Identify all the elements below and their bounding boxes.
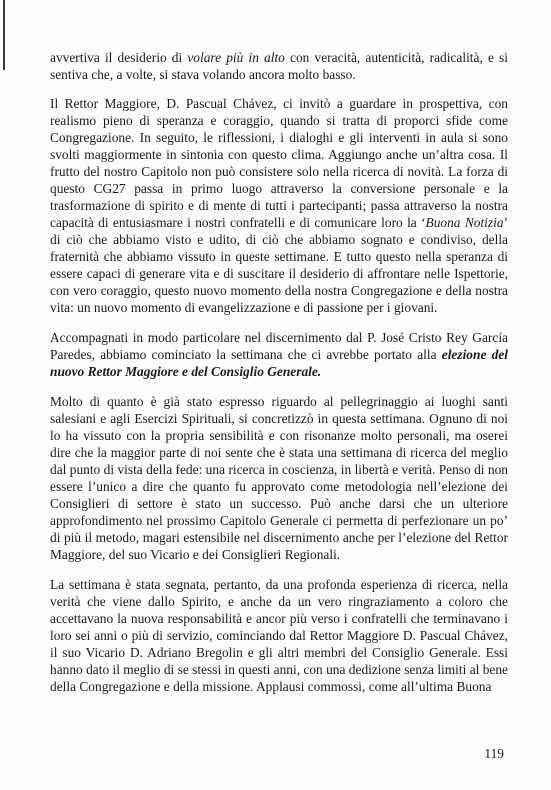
paragraph-1	[50, 49, 508, 83]
scan-edge-line	[3, 0, 5, 70]
paragraph-1-text-a: avvertiva il desiderio di	[50, 50, 188, 65]
paragraph-5: La settimana è stata segnata, pertanto, da una profonda esperienza di ricerca, nella verità che viene dallo Spirito, e anche da un vero ringraziamento a coloro che accettavano la nuova responsabilità e ancor più verso i confratelli che terminavano i loro sei anni o più di servizio, cominciando dal Rettor Maggiore D. Pascual Chávez, il suo Vicario D. Adriano Bregolin e gli altri membri del Consiglio Generale. Essi hanno dato il meglio di se stessi in questi anni, con una dedizione senza limiti al bene della Congregazione e della missione. Applausi commossi, come all’ultima Buona	[50, 577, 508, 694]
paragraph-1-italic: volare più in alto	[187, 50, 285, 65]
page-number: 119	[484, 746, 504, 761]
paragraph-3	[50, 329, 508, 380]
paragraph-2-text-a: Il Rettor Maggiore, D. Pascual Chávez, ci invitò a guardare in prospettiva, con realismo pieno di speranza e coraggio, quando si tratta di proporci sfide come Congregazione. In seguito, le riflessioni, i dialoghi e gli interventi in aula si sono svolti maggiormente in sintonia con questo clima. Aggiungo anche un’altra cosa. Il frutto del nostro Capitolo non può consistere solo nella ricerca di novità. La forza di questo CG27 passa in primo luogo attraverso la conversione personale e la trasformazione di spirito e di mente di tutti i partecipanti; passa attraverso la nostra capacità di entusiasmare i nostri confratelli e di comunicare loro la ‘	[50, 96, 508, 230]
paragraph-4: Molto di quanto è già stato espresso riguardo al pellegrinaggio ai luoghi santi salesiani e agli Esercizi Spirituali, si concretizzò in questa settimana. Ognuno di noi lo ha vissuto con la propria sensibilità e con risonanze molto personali, ma oserei dire che la maggior parte di noi sente che è stata una settimana di ricerca del meglio dal punto di vista della fede: una ricerca in coscienza, in libertà e verità. Penso di non essere l’unico a dire che quanto fu approvato come metodologia nell’elezione dei Consiglieri di settore è stato un successo. Può anche darsi che un ulteriore approfondimento nel prossimo Capitolo Generale ci permetta di perfezionare un po’ di più il metodo, magari estensibile nel discernimento anche per l’elezione del Rettor Maggiore, del suo Vicario e dei Consiglieri Regionali.	[50, 394, 508, 562]
paragraph-2-italic: Buona Notizia	[425, 215, 504, 230]
paragraph-2	[50, 95, 508, 316]
paragraph-1-text-c: con veracità, autenticità, radicalità, e si sentiva che, a volte, si stava volando ancora molto basso.	[50, 50, 508, 82]
body-text	[50, 49, 508, 708]
paragraph-2-text-c: ’ di ciò che abbiamo visto e udito, di ciò che abbiamo sognato e condiviso, della fraternità che abbiamo vissuto in queste settimane. E tutto questo nella speranza di essere capaci di generare vita e di suscitare il desiderio di affrontare nelle Ispettorie, con vero coraggio, questo nuovo momento della nostra Congregazione e della nostra vita: un nuovo momento di evangelizzazione e di passione per i giovani.	[50, 215, 508, 315]
paragraph-3-text-a: Accompagnati in modo particolare nel discernimento dal P. José Cristo Rey García Paredes, abbiamo cominciato la settimana che ci avrebbe portato alla	[50, 330, 508, 362]
paragraph-3-bold-italic: elezione del nuovo Rettor Maggiore e del Consiglio Generale.	[50, 347, 508, 379]
